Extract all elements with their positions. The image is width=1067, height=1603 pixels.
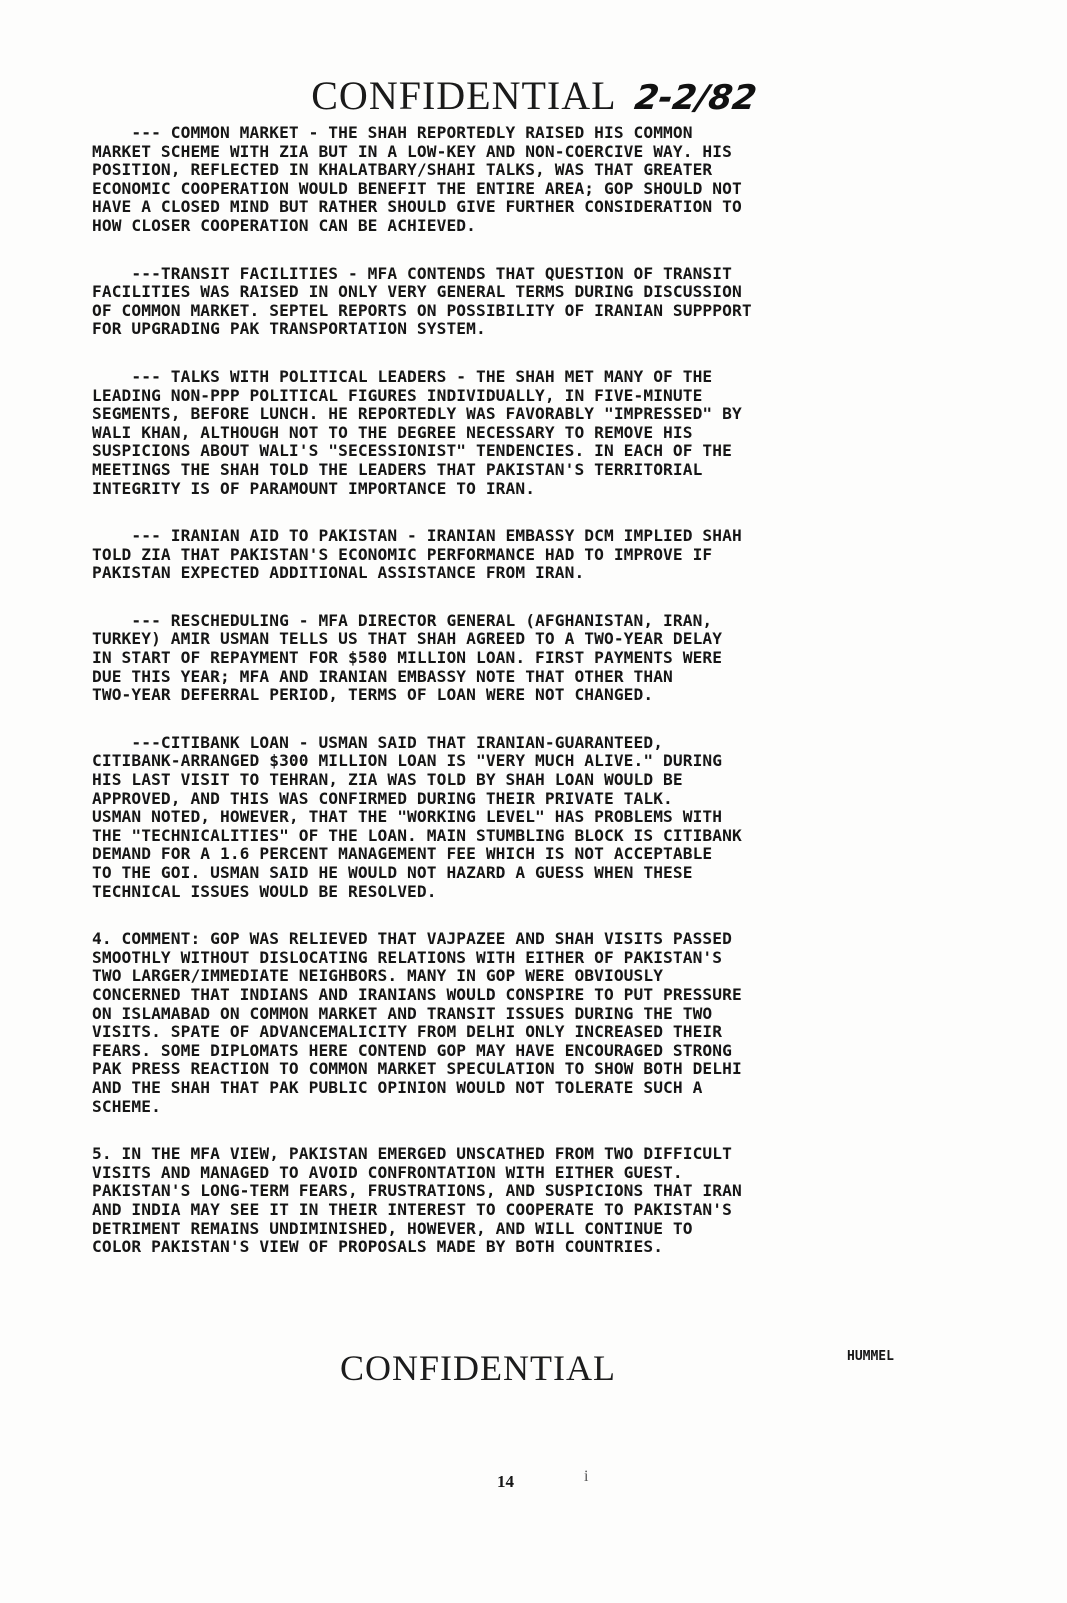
paragraph-line: TOLD ZIA THAT PAKISTAN'S ECONOMIC PERFORMANCE HAD TO IMPROVE IF xyxy=(92,544,713,564)
cable-body xyxy=(92,124,972,1286)
paragraph-line: SEGMENTS, BEFORE LUNCH. HE REPORTEDLY WAS FAVORABLY "IMPRESSED" BY xyxy=(92,404,742,424)
paragraph xyxy=(92,612,972,705)
paragraph-line: ECONOMIC COOPERATION WOULD BENEFIT THE ENTIRE AREA; GOP SHOULD NOT xyxy=(92,178,742,198)
paragraph-line: DETRIMENT REMAINS UNDIMINISHED, HOWEVER, AND WILL CONTINUE TO xyxy=(92,1218,693,1238)
paragraph-line: --- IRANIAN AID TO PAKISTAN - IRANIAN EMBASSY DCM IMPLIED SHAH xyxy=(92,526,742,546)
paragraph-line: MARKET SCHEME WITH ZIA BUT IN A LOW-KEY AND NON-COERCIVE WAY. HIS xyxy=(92,141,732,161)
paragraph-line: DEMAND FOR A 1.6 PERCENT MANAGEMENT FEE WHICH IS NOT ACCEPTABLE xyxy=(92,844,713,864)
paragraph-line: POSITION, REFLECTED IN KHALATBARY/SHAHI TALKS, WAS THAT GREATER xyxy=(92,160,713,180)
paragraph-line: INTEGRITY IS OF PARAMOUNT IMPORTANCE TO IRAN. xyxy=(92,478,536,498)
paragraph-line: AND THE SHAH THAT PAK PUBLIC OPINION WOULD NOT TOLERATE SUCH A xyxy=(92,1077,703,1097)
paragraph-line: PAKISTAN'S LONG-TERM FEARS, FRUSTRATIONS, AND SUSPICIONS THAT IRAN xyxy=(92,1181,742,1201)
page-number: 14 xyxy=(497,1472,514,1491)
paragraph xyxy=(92,124,972,236)
paragraph xyxy=(92,1145,972,1257)
paragraph-line: TWO-YEAR DEFERRAL PERIOD, TERMS OF LOAN WERE NOT CHANGED. xyxy=(92,685,654,705)
paragraph-line: CONCERNED THAT INDIANS AND IRANIANS WOULD CONSPIRE TO PUT PRESSURE xyxy=(92,984,742,1004)
signature: HUMMEL xyxy=(847,1349,894,1364)
paragraph-line: DUE THIS YEAR; MFA AND IRANIAN EMBASSY NOTE THAT OTHER THAN xyxy=(92,666,673,686)
paragraph-line: TURKEY) AMIR USMAN TELLS US THAT SHAH AGREED TO A TWO-YEAR DELAY xyxy=(92,629,723,649)
page-header xyxy=(0,72,1067,119)
paragraph-line: LEADING NON-PPP POLITICAL FIGURES INDIVIDUALLY, IN FIVE-MINUTE xyxy=(92,385,703,405)
handwritten-date: 2-2/82 xyxy=(631,78,759,118)
paragraph-line: HAVE A CLOSED MIND BUT RATHER SHOULD GIVE FURTHER CONSIDERATION TO xyxy=(92,197,742,217)
paragraph-line: 5. IN THE MFA VIEW, PAKISTAN EMERGED UNSCATHED FROM TWO DIFFICULT xyxy=(92,1144,732,1164)
paragraph-line: FACILITIES WAS RAISED IN ONLY VERY GENERAL TERMS DURING DISCUSSION xyxy=(92,282,742,302)
paragraph-line: --- RESCHEDULING - MFA DIRECTOR GENERAL (AFGHANISTAN, IRAN, xyxy=(92,610,713,630)
paragraph-line: PAK PRESS REACTION TO COMMON MARKET SPECULATION TO SHOW BOTH DELHI xyxy=(92,1059,742,1079)
paragraph-line: SMOOTHLY WITHOUT DISLOCATING RELATIONS WITH EITHER OF PAKISTAN'S xyxy=(92,947,723,967)
paragraph xyxy=(92,368,972,498)
paragraph-line: PAKISTAN EXPECTED ADDITIONAL ASSISTANCE FROM IRAN. xyxy=(92,563,585,583)
paragraph-line: HIS LAST VISIT TO TEHRAN, ZIA WAS TOLD BY SHAH LOAN WOULD BE xyxy=(92,770,683,790)
paragraph-line: VISITS AND MANAGED TO AVOID CONFRONTATION WITH EITHER GUEST. xyxy=(92,1162,683,1182)
paragraph-line: THE "TECHNICALITIES" OF THE LOAN. MAIN STUMBLING BLOCK IS CITIBANK xyxy=(92,825,742,845)
paragraph-line: IN START OF REPAYMENT FOR $580 MILLION LOAN. FIRST PAYMENTS WERE xyxy=(92,648,723,668)
paragraph-line: 4. COMMENT: GOP WAS RELIEVED THAT VAJPAZEE AND SHAH VISITS PASSED xyxy=(92,929,732,949)
paragraph-line: TWO LARGER/IMMEDIATE NEIGHBORS. MANY IN GOP WERE OBVIOUSLY xyxy=(92,966,664,986)
paragraph-line: FOR UPGRADING PAK TRANSPORTATION SYSTEM. xyxy=(92,319,486,339)
paragraph xyxy=(92,527,972,583)
paragraph-line: APPROVED, AND THIS WAS CONFIRMED DURING THEIR PRIVATE TALK. xyxy=(92,788,673,808)
paragraph-line: --- COMMON MARKET - THE SHAH REPORTEDLY RAISED HIS COMMON xyxy=(92,123,693,142)
paragraph-line: HOW CLOSER COOPERATION CAN BE ACHIEVED. xyxy=(92,215,476,235)
paragraph-line: VISITS. SPATE OF ADVANCEMALICITY FROM DELHI ONLY INCREASED THEIR xyxy=(92,1022,723,1042)
paragraph-line: WALI KHAN, ALTHOUGH NOT TO THE DEGREE NECESSARY TO REMOVE HIS xyxy=(92,422,693,442)
paragraph-line: SUSPICIONS ABOUT WALI'S "SECESSIONIST" TENDENCIES. IN EACH OF THE xyxy=(92,441,732,461)
paragraph-line: FEARS. SOME DIPLOMATS HERE CONTEND GOP MAY HAVE ENCOURAGED STRONG xyxy=(92,1040,732,1060)
paragraph-line: TECHNICAL ISSUES WOULD BE RESOLVED. xyxy=(92,881,437,901)
paragraph-line: USMAN NOTED, HOWEVER, THAT THE "WORKING LEVEL" HAS PROBLEMS WITH xyxy=(92,807,723,827)
paragraph-line: COLOR PAKISTAN'S VIEW OF PROPOSALS MADE BY BOTH COUNTRIES. xyxy=(92,1237,664,1257)
paragraph-line: SCHEME. xyxy=(92,1096,161,1116)
paragraph-line: ---TRANSIT FACILITIES - MFA CONTENDS THAT QUESTION OF TRANSIT xyxy=(92,263,732,283)
paragraph xyxy=(92,930,972,1116)
classification-header: CONFIDENTIAL xyxy=(311,73,617,118)
paragraph xyxy=(92,265,972,339)
stray-mark: i xyxy=(584,1468,589,1485)
classification-footer: CONFIDENTIAL xyxy=(340,1348,616,1388)
paragraph-line: TO THE GOI. USMAN SAID HE WOULD NOT HAZARD A GUESS WHEN THESE xyxy=(92,863,693,882)
paragraph-line: ON ISLAMABAD ON COMMON MARKET AND TRANSIT ISSUES DURING THE TWO xyxy=(92,1003,713,1023)
paragraph-line: ---CITIBANK LOAN - USMAN SAID THAT IRANIAN-GUARANTEED, xyxy=(92,732,664,752)
paragraph xyxy=(92,734,972,901)
paragraph-line: CITIBANK-ARRANGED $300 MILLION LOAN IS "VERY MUCH ALIVE." DURING xyxy=(92,751,723,771)
paragraph-line: OF COMMON MARKET. SEPTEL REPORTS ON POSSIBILITY OF IRANIAN SUPPPORT xyxy=(92,300,752,320)
paragraph-line: AND INDIA MAY SEE IT IN THEIR INTEREST TO COOPERATE TO PAKISTAN'S xyxy=(92,1199,732,1219)
paragraph-line: MEETINGS THE SHAH TOLD THE LEADERS THAT PAKISTAN'S TERRITORIAL xyxy=(92,459,703,479)
paragraph-line: --- TALKS WITH POLITICAL LEADERS - THE SHAH MET MANY OF THE xyxy=(92,366,713,386)
